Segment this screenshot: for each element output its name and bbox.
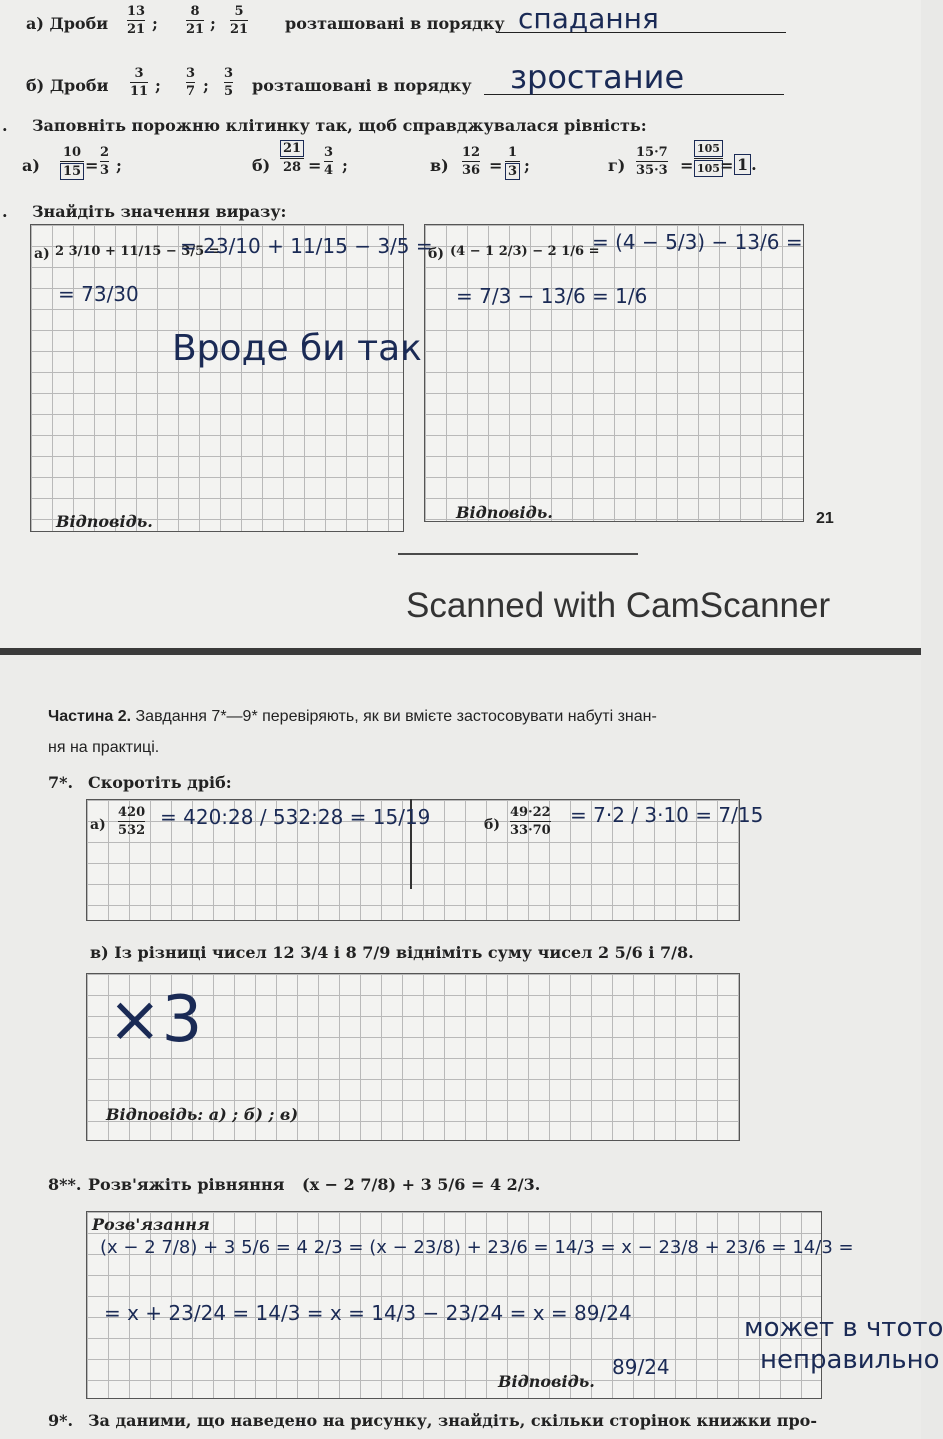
answer-label: Відповідь. <box>456 503 553 522</box>
fraction: 49·22 33·70 <box>510 805 551 838</box>
handwritten-answer: 89/24 <box>612 1355 670 1379</box>
task7-title: Скоротіть дріб: <box>88 773 232 792</box>
fraction: 12 36 <box>462 145 481 178</box>
task-b-label: б) Дроби <box>26 76 109 95</box>
divider <box>398 553 638 555</box>
task9-text: За даними, що наведено на рисунку, знайдіть, скільки сторінок книжки про- <box>88 1411 817 1430</box>
task8-equation: (x − 2 7/8) + 3 5/6 = 4 2/3. <box>302 1175 541 1194</box>
task-b-suffix: розташовані в порядку <box>252 76 472 95</box>
fraction: $\frac{10}{15}$ <box>60 145 84 180</box>
fraction: 3 7 <box>186 66 196 99</box>
handwriting-line: (x − 2 7/8) + 3 5/6 = 4 2/3 = (x − 23/8) + 23/6 = 14/3 = x − 23/8 + 23/6 = 14/3 = <box>100 1237 854 1258</box>
answer-label: Відповідь. <box>56 512 153 531</box>
handwritten-answer-a: спадання <box>518 2 659 35</box>
task8-title: Розв'яжіть рівняння <box>88 1175 285 1194</box>
task-a-label: а) Дроби <box>26 14 109 33</box>
handwriting-line: = 23/10 + 11/15 − 3/5 = <box>180 234 433 258</box>
handwritten-note: Вроде би так <box>172 328 422 369</box>
answer-label: Відповідь: а) ; б) ; в) <box>106 1105 299 1124</box>
handwriting-line: = 7·2 / 3·10 = 7/15 <box>570 803 764 827</box>
handwriting-line: = 420:28 / 532:28 = 15/19 <box>160 805 431 829</box>
fraction: 3 5 <box>224 66 234 99</box>
handwritten-note: может в чтото <box>744 1313 943 1343</box>
grid-box-b <box>424 224 804 522</box>
page-number: 21 <box>816 510 834 527</box>
fraction: 13 21 <box>127 4 146 37</box>
handwriting-line: = x + 23/24 = 14/3 = x = 14/3 − 23/24 = x = 89/24 <box>104 1301 632 1325</box>
task6-title: Знайдіть значення виразу: <box>32 202 287 221</box>
fraction: 5 21 <box>230 4 249 37</box>
fraction: 8 21 <box>186 4 205 37</box>
camscanner-watermark: Scanned with CamScanner <box>406 586 831 625</box>
part-intro: Частина 2. Завдання 7*—9* перевіряють, як ви вмієте застосовувати набуті знан- <box>48 708 657 725</box>
handwritten-answer-b: зростание <box>510 58 685 96</box>
handwriting-line: = 7/3 − 13/6 = 1/6 <box>456 284 648 308</box>
scanned-page-bottom: Частина 2. Завдання 7*—9* перевіряють, як ви вмієте застосовувати набуті знан- ня на практиці. 7*. Скоротіть дріб: а) 420 532 = 420:28 / 532:28 = 15/19 б) 49·22 33·70 = 7·2 / 3·10 = 7/15 в) Із різниці чисел 12 3/4 і 8 7/9 відніміть суму чисел 2 5/6 і 7/8. ×3 Відповідь: а) ; б) ; в) 8**. Розв'яжіть рівняння (x − 2 7/8) + 3 5/6 = 4 2/3. Розв'язання (x − 2 7/8) + 3 5/6 = 4 2/3 = (x − 23/8) + 23/6 = 14/3 = x − 23/8 + 23/6 = 14/3 = = x + 23/24 = 14/3 = x = 14/3 − 23/24 = x = 89/24 Відповідь. 89/24 может в чтото неправильно 9*. За даними, що наведено на рисунку, знайдіть, скільки сторінок книжки про- <box>0 655 921 1439</box>
fraction: $\frac{21}{28}$ <box>280 140 304 175</box>
expression-b: (4 − 1 2/3) − 2 1/6 = <box>450 244 600 259</box>
fraction: 2 3 <box>100 145 110 178</box>
expression-a: 2 3/10 + 11/15 − 3/5 = <box>55 244 220 259</box>
answer-label: Відповідь. <box>498 1372 595 1391</box>
fraction: 3 11 <box>130 66 149 99</box>
fraction: 3 4 <box>324 145 334 178</box>
page-separator <box>0 648 921 655</box>
solution-label: Розв'язання <box>92 1215 210 1234</box>
handwriting-line: = 73/30 <box>58 282 139 306</box>
handwriting-line: = (4 − 5/3) − 13/6 = <box>592 230 803 254</box>
handwritten-note: ×3 <box>108 983 203 1057</box>
task5-title: Заповніть порожню клітинку так, щоб справджувалася рівність: <box>32 116 647 135</box>
scanned-page-top: а) Дроби 13 21 ; 8 21 ; 5 21 розташовані в порядку спадання б) Дроби 3 11 ; 3 7 ; 3 5 розташовані в порядку зростание . Заповніть порожню клітинку так, щоб справджувалася рівність: а) $\frac{10}{15}$ = 2 3 ; б) $\frac{21}{28}$ = 3 4 ; в) 12 36 = $\frac{1}{3}$ ; г) 15·7 35·3 = $\frac{105}{105}$ = 1 . . Знайдіть значення виразу: а) 2 3/10 + 11/15 − 3/5 = = 23/10 + 11/15 − 3/5 = = 73/30 Вроде би так Відповідь. б) (4 − 1 2/3) − 2 1/6 = = (4 − 5/3) − 13/6 = = 7/3 − 13/6 = 1/6 Відповідь. 21 Scanned with CamScanner <box>0 0 921 648</box>
handwritten-note: неправильно <box>760 1345 940 1375</box>
fraction: 15·7 35·3 <box>636 145 668 178</box>
task7-c-text: в) Із різниці чисел 12 3/4 і 8 7/9 відніміть суму чисел 2 5/6 і 7/8. <box>90 943 694 962</box>
task-a-suffix: розташовані в порядку <box>285 14 505 33</box>
fraction: $\frac{105}{105}$ <box>694 140 723 177</box>
grid-box-a <box>30 224 404 532</box>
fraction: 420 532 <box>118 805 146 838</box>
fraction: $\frac{1}{3}$ <box>505 145 520 180</box>
